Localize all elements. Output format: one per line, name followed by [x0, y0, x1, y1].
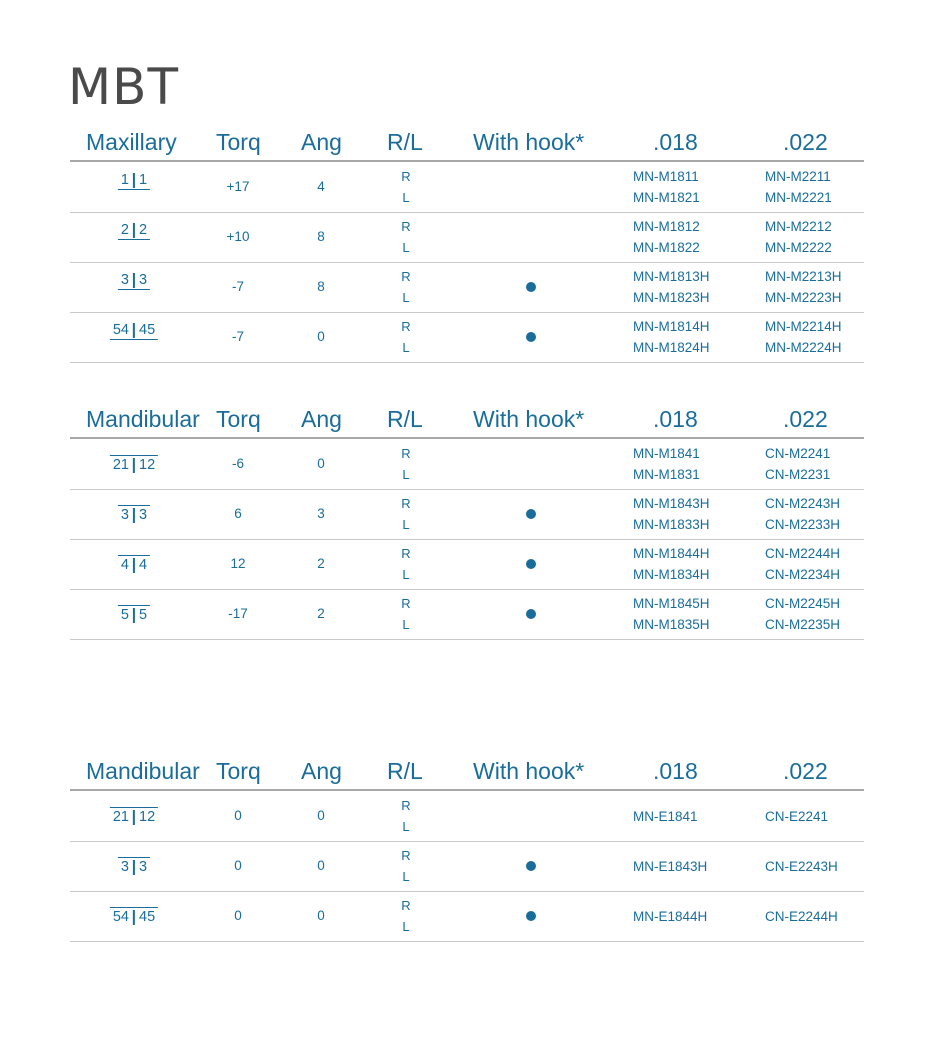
- part-number: MN-M1822: [633, 240, 700, 255]
- part-number: MN-M2224H: [765, 340, 842, 355]
- code-022: [765, 593, 840, 635]
- tooth-left: 21: [112, 457, 129, 473]
- torq-value: -6: [231, 456, 245, 471]
- code-022: [765, 316, 842, 358]
- torq-value: 0: [234, 858, 242, 873]
- tooth-left: 21: [112, 809, 129, 825]
- ang-value: 0: [317, 808, 325, 823]
- part-number: MN-M1823H: [633, 290, 710, 305]
- table-row: [70, 439, 864, 490]
- ang-value: 8: [317, 279, 325, 294]
- part-number: MN-M1845H: [633, 596, 710, 611]
- side-right: R: [401, 319, 411, 334]
- tooth-right: 45: [139, 909, 156, 925]
- tooth-right: 5: [139, 607, 148, 623]
- code-018: [633, 166, 700, 208]
- code-018: [633, 266, 710, 308]
- tooth-divider: [133, 223, 135, 238]
- code-018: [633, 493, 710, 535]
- table-row: [70, 489, 864, 540]
- hook-indicator-icon: [526, 332, 536, 342]
- side-left: L: [402, 517, 410, 532]
- tooth-right: 12: [139, 457, 156, 473]
- tooth-divider: [133, 458, 135, 473]
- column-header: .022: [783, 129, 828, 155]
- tooth-right: 2: [139, 222, 148, 238]
- side-left: L: [402, 567, 410, 582]
- part-number: MN-M1824H: [633, 340, 710, 355]
- tooth-right: 12: [139, 809, 156, 825]
- tooth-notation: [118, 172, 150, 190]
- column-header: .022: [783, 758, 828, 784]
- torq-value: -7: [231, 329, 245, 344]
- column-header: Torq: [216, 129, 261, 155]
- side-right: R: [401, 446, 411, 461]
- tooth-right: 3: [139, 859, 148, 875]
- code-022: [765, 906, 838, 927]
- side-labels: [401, 543, 410, 585]
- torq-value: -7: [231, 279, 245, 294]
- side-right: R: [401, 898, 411, 913]
- tooth-notation: [118, 505, 150, 523]
- torq-value: +17: [226, 179, 250, 194]
- side-right: R: [401, 546, 411, 561]
- part-number: MN-M1835H: [633, 617, 710, 632]
- part-number: MN-M1812: [633, 219, 700, 234]
- tooth-divider: [133, 810, 135, 825]
- side-left: L: [402, 290, 410, 305]
- side-right: R: [401, 219, 411, 234]
- part-number: MN-M1813H: [633, 269, 710, 284]
- part-number: MN-M2223H: [765, 290, 842, 305]
- part-number: CN-M2234H: [765, 567, 841, 582]
- table-row: [70, 312, 864, 363]
- part-number: MN-E1843H: [633, 859, 708, 874]
- column-header: With hook*: [473, 129, 585, 155]
- column-header: Ang: [301, 758, 342, 784]
- table-header: [70, 127, 864, 157]
- tooth-divider: [133, 608, 135, 623]
- column-header: .018: [653, 406, 698, 432]
- code-022: [765, 806, 828, 827]
- part-number: MN-M2212: [765, 219, 832, 234]
- side-left: L: [402, 467, 410, 482]
- part-number: MN-M1821: [633, 190, 700, 205]
- hook-indicator-icon: [526, 509, 536, 519]
- side-right: R: [401, 496, 411, 511]
- column-header: R/L: [387, 406, 423, 432]
- torq-value: 0: [234, 808, 242, 823]
- tooth-divider: [133, 860, 135, 875]
- part-number: MN-E1841: [633, 809, 698, 824]
- code-018: [633, 856, 707, 877]
- part-number: MN-M1841: [633, 446, 700, 461]
- tooth-left: 5: [120, 607, 129, 623]
- bracket-table: [70, 756, 864, 934]
- part-number: MN-M1811: [633, 169, 699, 184]
- side-labels: [401, 266, 410, 308]
- ang-value: 3: [317, 506, 325, 521]
- side-left: L: [402, 240, 410, 255]
- column-header: R/L: [387, 758, 423, 784]
- side-labels: [401, 845, 410, 887]
- part-number: MN-M1833H: [633, 517, 710, 532]
- side-labels: [401, 316, 410, 358]
- tooth-divider: [133, 508, 135, 523]
- code-018: [633, 806, 698, 827]
- ang-value: 0: [317, 908, 325, 923]
- part-number: CN-M2245H: [765, 596, 841, 611]
- side-right: R: [401, 848, 411, 863]
- tooth-left: 3: [120, 859, 129, 875]
- code-018: [633, 216, 700, 258]
- column-header: .018: [653, 129, 698, 155]
- ang-value: 8: [317, 229, 325, 244]
- tooth-right: 4: [139, 557, 148, 573]
- part-number: MN-M1831: [633, 467, 700, 482]
- code-018: [633, 316, 710, 358]
- side-labels: [401, 493, 410, 535]
- hook-indicator-icon: [526, 282, 536, 292]
- column-header: Mandibular: [86, 758, 200, 784]
- page-title: MBT: [68, 58, 179, 116]
- tooth-left: 4: [120, 557, 129, 573]
- side-labels: [401, 795, 410, 837]
- bracket-table: [70, 127, 864, 355]
- column-header: Ang: [301, 129, 342, 155]
- tooth-left: 54: [112, 909, 129, 925]
- code-022: [765, 216, 832, 258]
- ang-value: 2: [317, 606, 325, 621]
- tooth-left: 3: [120, 272, 129, 288]
- side-left: L: [402, 190, 410, 205]
- column-header: With hook*: [473, 758, 585, 784]
- column-header: Torq: [216, 406, 261, 432]
- ang-value: 0: [317, 456, 325, 471]
- tooth-left: 54: [112, 322, 129, 338]
- ang-value: 4: [317, 179, 325, 194]
- side-labels: [401, 216, 410, 258]
- table-row: [70, 891, 864, 942]
- tooth-right: 45: [139, 322, 156, 338]
- tooth-notation: [118, 222, 150, 240]
- tooth-left: 3: [120, 507, 129, 523]
- part-number: MN-M2222: [765, 240, 832, 255]
- code-022: [765, 543, 840, 585]
- ang-value: 2: [317, 556, 325, 571]
- tooth-notation: [110, 322, 158, 340]
- side-right: R: [401, 169, 411, 184]
- part-number: CN-M2243H: [765, 496, 841, 511]
- part-number: MN-M2221: [765, 190, 832, 205]
- tooth-right: 3: [139, 272, 148, 288]
- tooth-notation: [110, 907, 158, 925]
- side-right: R: [401, 596, 411, 611]
- torq-value: +10: [226, 229, 250, 244]
- part-number: MN-M2213H: [765, 269, 842, 284]
- torq-value: -17: [228, 606, 248, 621]
- side-left: L: [402, 919, 410, 934]
- tooth-divider: [133, 558, 135, 573]
- column-header: With hook*: [473, 406, 585, 432]
- tooth-left: 1: [120, 172, 129, 188]
- code-018: [633, 906, 707, 927]
- tooth-right: 3: [139, 507, 148, 523]
- tooth-divider: [133, 173, 135, 188]
- column-header: Torq: [216, 758, 261, 784]
- column-header: Ang: [301, 406, 342, 432]
- torq-value: 6: [234, 506, 242, 521]
- tooth-notation: [118, 555, 150, 573]
- table-row: [70, 841, 864, 892]
- column-header: .022: [783, 406, 828, 432]
- side-right: R: [401, 798, 411, 813]
- part-number: MN-M1844H: [633, 546, 710, 561]
- side-left: L: [402, 819, 410, 834]
- hook-indicator-icon: [526, 861, 536, 871]
- code-022: [765, 166, 832, 208]
- column-header: R/L: [387, 129, 423, 155]
- part-number: CN-E2243H: [765, 859, 838, 874]
- column-header: Maxillary: [86, 129, 177, 155]
- side-labels: [401, 443, 410, 485]
- hook-indicator-icon: [526, 609, 536, 619]
- torq-value: 0: [234, 908, 242, 923]
- part-number: MN-E1844H: [633, 909, 708, 924]
- part-number: CN-M2244H: [765, 546, 841, 561]
- hook-indicator-icon: [526, 911, 536, 921]
- part-number: MN-M1814H: [633, 319, 710, 334]
- code-022: [765, 856, 838, 877]
- part-number: CN-M2235H: [765, 617, 841, 632]
- side-labels: [401, 895, 410, 937]
- column-header: Mandibular: [86, 406, 200, 432]
- part-number: CN-M2241: [765, 446, 831, 461]
- code-022: [765, 266, 842, 308]
- code-018: [633, 543, 710, 585]
- ang-value: 0: [317, 858, 325, 873]
- table-row: [70, 589, 864, 640]
- table-row: [70, 791, 864, 842]
- side-labels: [401, 593, 410, 635]
- tooth-divider: [133, 323, 135, 338]
- table-header: [70, 404, 864, 434]
- torq-value: 12: [230, 556, 246, 571]
- ang-value: 0: [317, 329, 325, 344]
- side-left: L: [402, 869, 410, 884]
- tooth-divider: [133, 910, 135, 925]
- table-row: [70, 162, 864, 213]
- table-header: [70, 756, 864, 786]
- code-018: [633, 443, 700, 485]
- side-labels: [401, 166, 410, 208]
- tooth-notation: [118, 605, 150, 623]
- part-number: CN-M2233H: [765, 517, 841, 532]
- tooth-notation: [110, 807, 158, 825]
- hook-indicator-icon: [526, 559, 536, 569]
- code-022: [765, 443, 830, 485]
- side-left: L: [402, 340, 410, 355]
- side-right: R: [401, 269, 411, 284]
- part-number: MN-M1843H: [633, 496, 710, 511]
- column-header: .018: [653, 758, 698, 784]
- table-row: [70, 212, 864, 263]
- part-number: MN-M2211: [765, 169, 831, 184]
- code-018: [633, 593, 710, 635]
- part-number: CN-M2231: [765, 467, 831, 482]
- part-number: CN-E2241: [765, 809, 829, 824]
- tooth-divider: [133, 273, 135, 288]
- tooth-right: 1: [139, 172, 148, 188]
- tooth-notation: [118, 857, 150, 875]
- tooth-notation: [118, 272, 150, 290]
- tooth-notation: [110, 455, 158, 473]
- tooth-left: 2: [120, 222, 129, 238]
- table-row: [70, 539, 864, 590]
- part-number: CN-E2244H: [765, 909, 838, 924]
- part-number: MN-M2214H: [765, 319, 842, 334]
- part-number: MN-M1834H: [633, 567, 710, 582]
- code-022: [765, 493, 840, 535]
- table-row: [70, 262, 864, 313]
- bracket-table: [70, 404, 864, 632]
- side-left: L: [402, 617, 410, 632]
